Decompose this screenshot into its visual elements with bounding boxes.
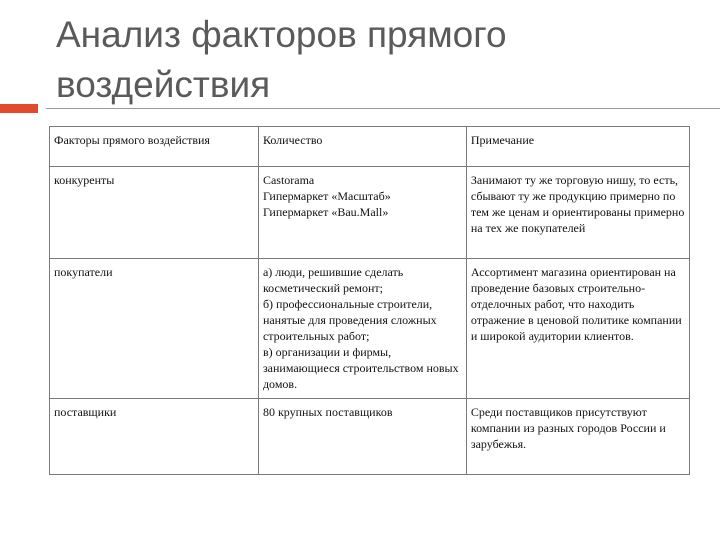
quantity-line: в) организации и фирмы, занимающиеся строительством новых домов. bbox=[262, 345, 459, 391]
cell-note: Ассортимент магазина ориентирован на проведение базовых строительно-отделочных работ, что находить отражение в ценовой политике компании и широкой аудитории клиентов. bbox=[466, 259, 689, 399]
cell-quantity bbox=[258, 399, 466, 475]
quantity-line: Castorama bbox=[262, 173, 315, 187]
cell-factor: покупатели bbox=[50, 259, 259, 399]
slide-title-line-1: Анализ факторов прямого bbox=[56, 14, 507, 55]
title-divider bbox=[46, 108, 720, 109]
table-row bbox=[50, 259, 690, 399]
cell-note: Занимают ту же торговую нишу, то есть, сбывают ту же продукцию примерно по тем же ценам и ориентированы примерно на тех же покупателей bbox=[466, 167, 689, 259]
quantity-line: Гипермаркет «Масштаб» bbox=[262, 189, 391, 203]
table-header-row bbox=[50, 127, 690, 167]
quantity-line: а) люди, решившие сделать косметический ремонт; bbox=[262, 265, 404, 295]
cell-quantity bbox=[258, 167, 466, 259]
accent-bar bbox=[0, 104, 38, 113]
slide-title-line-2: воздействия bbox=[56, 64, 271, 105]
table-row bbox=[50, 167, 690, 259]
factors-table bbox=[49, 126, 690, 475]
cell-quantity bbox=[258, 259, 466, 399]
header-cell-factors: Факторы прямого воздействия bbox=[50, 127, 259, 167]
slide-title bbox=[56, 10, 696, 110]
quantity-line: Гипермаркет «Bau.Mall» bbox=[262, 205, 389, 219]
table-row bbox=[50, 399, 690, 475]
header-cell-note: Примечание bbox=[466, 127, 689, 167]
cell-factor: конкуренты bbox=[50, 167, 259, 259]
cell-note: Среди поставщиков присутствуют компании из разных городов России и зарубежья. bbox=[466, 399, 689, 475]
header-cell-quantity: Количество bbox=[258, 127, 466, 167]
cell-factor: поставщики bbox=[50, 399, 259, 475]
quantity-line: б) профессиональные строители, нанятые для проведения сложных строительных работ; bbox=[262, 297, 437, 343]
quantity-line: 80 крупных поставщиков bbox=[262, 405, 393, 419]
